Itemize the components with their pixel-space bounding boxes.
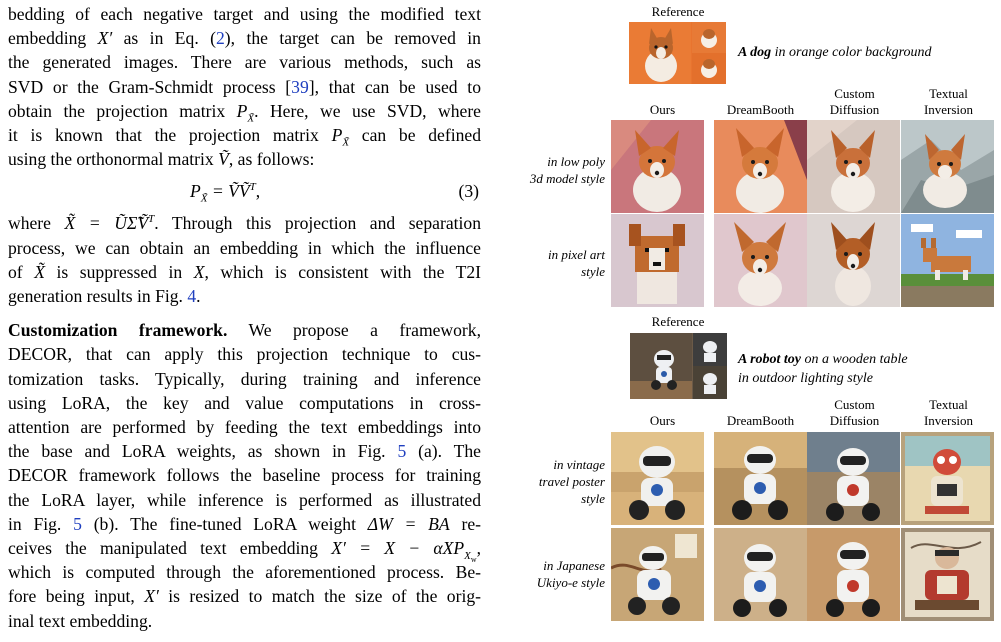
column-header-ours: Ours <box>649 413 676 428</box>
column-header-textual-inversion: Textual Inversion <box>923 86 974 117</box>
image-dog-pixel-custom-diffusion <box>807 214 900 307</box>
text-line: using the orthonormal matrix Ṽ, as follows: <box>8 149 315 170</box>
text-line: SVD or the Gram-Schmidt process [39], that can be used to <box>8 76 481 97</box>
image-dog-lowpoly-ours <box>611 120 704 213</box>
image-dog-lowpoly-textual-inversion <box>901 120 994 213</box>
paragraph-projection <box>8 2 481 171</box>
image-dog-pixel-dreambooth <box>714 214 807 307</box>
text-line: DECOR framework follows the baseline process for training <box>8 465 481 486</box>
image-robot-ukiyoe-ours <box>611 528 704 621</box>
column-header-ours: Ours <box>649 102 676 117</box>
text-line: the generated images. There are various methods, such as <box>8 52 481 73</box>
reference-label: Reference <box>651 314 705 329</box>
reference-label: Reference <box>651 4 705 19</box>
text-line: inal text embedding. <box>8 610 153 631</box>
text-line: using LoRA, the key and value computations in cross- <box>8 392 481 413</box>
text-line: tomization tasks. Typically, during training and inference <box>8 368 481 389</box>
image-dog-lowpoly-dreambooth <box>714 120 807 213</box>
text-line: process, we can obtain an embedding in which the influence <box>8 237 481 258</box>
figure-reference-link[interactable]: 5 <box>397 441 407 462</box>
paragraph-customization <box>8 318 481 633</box>
image-robot-vintage-custom-diffusion <box>807 432 900 525</box>
prompt-dog: A dog in orange color background <box>738 45 932 60</box>
text-line: embedding X′ as in Eq. (2), the target can be removed in <box>8 28 481 49</box>
row-label-vintage-poster: in vintage travel poster style <box>538 457 605 506</box>
text-line: bedding of each negative target and using the modified text <box>8 4 481 24</box>
figure-reference-link[interactable]: 4 <box>187 286 197 307</box>
text-line: which is computed through the aforementioned process. Be- <box>8 562 481 583</box>
text-line: in Fig. 5 (b). The fine-tuned LoRA weight ΔW = BA re- <box>8 513 481 534</box>
citation-link[interactable]: 39 <box>291 76 309 97</box>
paragraph-heading: Customization framework. <box>8 320 228 341</box>
image-robot-ukiyoe-dreambooth <box>714 528 807 621</box>
image-dog-pixel-textual-inversion <box>901 214 994 307</box>
image-robot-ukiyoe-textual-inversion <box>901 528 994 621</box>
text-line: Customization framework. We propose a framework, <box>8 320 481 341</box>
text-line: DECOR, that can apply this projection technique to cus- <box>8 344 481 365</box>
figure-comparison <box>510 0 1000 642</box>
text-line: generation results in Fig. 4. <box>8 286 201 307</box>
reference-image-robot <box>630 333 727 399</box>
equation-body: $P_{X̃}$ = ṼṼ$^T$, <box>190 181 261 205</box>
row-label-pixel-art: in pixel art style <box>547 247 605 279</box>
column-header-custom-diffusion: Custom Diffusion <box>829 86 880 117</box>
text-line: obtain the projection matrix $P_{X̃}$. Here, we use SVD, where <box>8 100 481 125</box>
prompt-robot: A robot toy on a wooden table in outdoor lighting style <box>738 352 908 386</box>
image-dog-pixel-ours <box>611 214 704 307</box>
image-robot-ukiyoe-custom-diffusion <box>807 528 900 621</box>
column-header-textual-inversion: Textual Inversion <box>923 397 974 428</box>
row-label-ukiyo-e: in Japanese Ukiyo-e style <box>536 558 605 590</box>
equation-3 <box>8 175 481 211</box>
text-line: attention are performed by feeding the text embeddings into <box>8 417 481 438</box>
image-robot-vintage-dreambooth <box>714 432 807 525</box>
text-line: fore being input, X′ is resized to match the size of the orig- <box>8 586 482 607</box>
column-header-dreambooth: DreamBooth <box>726 413 795 428</box>
text-line: of X̃ is suppressed in X, which is consistent with the T2I <box>8 261 482 282</box>
equation-number: (3) <box>458 181 479 202</box>
text-line: the LoRA layer, while inference is performed as illustrated <box>8 489 481 510</box>
image-robot-vintage-ours <box>611 432 704 525</box>
reference-image-dog <box>629 22 726 84</box>
text-line: it is known that the projection matrix $P_{X̃}$ can be defined <box>8 125 481 149</box>
body-text-column <box>8 2 481 633</box>
column-header-dreambooth: DreamBooth <box>726 102 795 117</box>
text-line: where X̃ = ŨΣ̃Ṽ$^T$. Through this projection and separation <box>8 213 481 234</box>
row-label-low-poly: in low poly 3d model style <box>529 154 605 186</box>
figure-reference-link[interactable]: 5 <box>73 513 82 534</box>
text-line: the base and LoRA weights, as shown in Fig. 5 (a). The <box>8 441 481 462</box>
image-robot-vintage-textual-inversion <box>901 432 994 525</box>
text-line: ceives the manipulated text embedding X′ = X − αXP$_{X_w}$, <box>8 538 481 564</box>
paragraph-separation <box>8 211 481 308</box>
image-dog-lowpoly-custom-diffusion <box>807 120 900 213</box>
column-header-custom-diffusion: Custom Diffusion <box>829 397 880 428</box>
equation-reference-link[interactable]: 2 <box>215 28 225 49</box>
